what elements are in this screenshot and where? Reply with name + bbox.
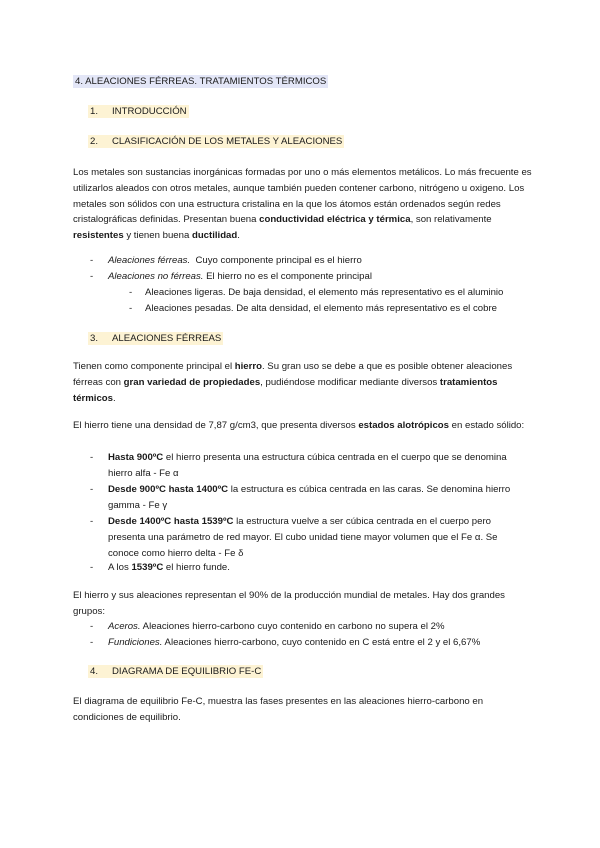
text-run: Los metales son sustancias inorgánicas formadas por uno o más elementos metálicos. Lo más frecuente es utilizarlos aleados con otros metales, aunque también pueden contener carbono, nitrógeno u oxigeno. Los metales son sólidos con una estructura cristalina en la que los átomos están ordenados según redes cristalográficas definidas. Presentan buena (73, 167, 532, 226)
italic-run: Aceros. (108, 621, 141, 632)
text-run: Aleaciones hierro-carbono cuyo contenido en carbono no supera el 2% (140, 621, 445, 632)
list-item-text (108, 560, 523, 576)
bullet-dash: - (90, 516, 94, 527)
bold-run: ductilidad (191, 230, 238, 242)
list-item-text (108, 635, 523, 651)
bullet-dash: - (90, 562, 94, 573)
heading-clasificacion (88, 134, 344, 149)
text-run: El hierro no es el componente principal (203, 271, 372, 282)
text-run: El hierro tiene una densidad de 7,87 g/cm3, que presenta diversos (73, 420, 359, 431)
heading-number: 1. (90, 106, 99, 117)
bold-run: hierro (234, 361, 262, 372)
heading-aleaciones-ferreas-text (88, 332, 223, 345)
list-item-text (108, 450, 523, 482)
bold-run: 1539ºC (131, 562, 164, 573)
bold-run: gran variedad de propiedades (123, 376, 261, 388)
bullet-dash: - (90, 621, 94, 632)
bold-run: Hasta 900ºC (108, 452, 164, 463)
heading-introduccion-text (88, 105, 189, 118)
text-run: . (113, 392, 116, 404)
list-item-text (108, 619, 523, 635)
bold-run: Desde 900ºC hasta 1400ºC (108, 484, 229, 495)
text-run: en estado sólido: (448, 420, 525, 431)
bold-run: Desde 1400ºC hasta 1539ºC (108, 516, 234, 527)
italic-run: Fundiciones. (108, 637, 163, 648)
bullet-dash: - (90, 452, 94, 463)
paragraph-componente (73, 359, 533, 406)
heading-diagrama (88, 664, 263, 679)
bullet-dash: - (90, 484, 94, 495)
heading-number: 2. (90, 136, 99, 147)
heading-introduccion (88, 104, 189, 119)
list-item-text (108, 482, 523, 514)
text-run: , pudiéndose modificar mediante diversos (260, 376, 440, 388)
bullet-dash: - (129, 303, 133, 314)
bullet-dash: - (90, 255, 94, 266)
text-run: A los (108, 562, 132, 573)
bullet-dash: - (90, 637, 94, 648)
list-item-text: Aleaciones ligeras. De baja densidad, el elemento más representativo es el aluminio (145, 287, 504, 298)
bold-run: conductividad eléctrica y térmica (259, 214, 411, 226)
text-run: Cuyo componente principal es el hierro (190, 255, 362, 266)
text-run: , son relativamente (410, 214, 492, 226)
heading-label: ALEACIONES FÉRREAS (112, 333, 222, 344)
heading-diagrama-text (88, 665, 263, 678)
heading-label: CLASIFICACIÓN DE LOS METALES Y ALEACIONES (112, 136, 343, 147)
paragraph-produccion: El hierro y sus aleaciones representan el 90% de la producción mundial de metales. Hay dos grandes grupos: (73, 590, 505, 617)
bullet-dash: - (129, 287, 133, 298)
bullet-dash: - (90, 271, 94, 282)
text-run: Aleaciones hierro-carbono, cuyo contenido en C está entre el 2 y el 6,67% (162, 637, 481, 648)
list-item-text (108, 514, 523, 561)
text-run: el hierro funde. (163, 562, 230, 573)
heading-label: DIAGRAMA DE EQUILIBRIO FE-C (112, 666, 262, 677)
text-run: . (237, 230, 240, 242)
document-title (73, 74, 533, 90)
paragraph-diagrama: El diagrama de equilibrio Fe-C, muestra las fases presentes en las aleaciones hierro-carbono en condiciones de equilibrio. (73, 696, 484, 723)
heading-number: 3. (90, 333, 99, 344)
paragraph-metales (73, 165, 533, 244)
list-item-text: Aleaciones pesadas. De alta densidad, el elemento más representativo es el cobre (145, 303, 497, 314)
bold-run: estados alotrópicos (358, 420, 449, 431)
text-run: el hierro presenta una estructura cúbica centrada en el cuerpo que se denomina hierro alfa - Fe α (108, 452, 507, 479)
italic-run: Aleaciones férreas. (108, 255, 191, 266)
text-run: la estructura vuelve a ser cúbica centrada en el cuerpo pero presenta una parámetro de red mayor. El cubo unidad tiene mayor volumen que el Fe α. Se conoce como hierro delta - Fe δ (108, 516, 498, 559)
paragraph-densidad (73, 418, 533, 434)
list-item-text (108, 253, 523, 269)
list-item-text (108, 269, 523, 285)
heading-label: INTRODUCCIÓN (112, 106, 187, 117)
text-run: Tienen como componente principal el (73, 361, 235, 372)
text-run: . Su gran uso se debe a que es posible obtener aleaciones férreas con (73, 361, 513, 388)
text-run: la estructura es cúbica centrada en las caras. Se denomina hierro gamma - Fe γ (108, 484, 511, 511)
title-text: 4. ALEACIONES FÉRREAS. TRATAMIENTOS TÉRMICOS (75, 76, 327, 87)
bold-run: resistentes (73, 230, 124, 242)
heading-clasificacion-text (88, 135, 344, 148)
italic-run: Aleaciones no férreas. (108, 271, 204, 282)
heading-aleaciones-ferreas (88, 331, 223, 346)
text-run: y tienen buena (123, 230, 192, 242)
bold-run: tratamientos térmicos (73, 376, 498, 404)
heading-number: 4. (90, 666, 99, 677)
